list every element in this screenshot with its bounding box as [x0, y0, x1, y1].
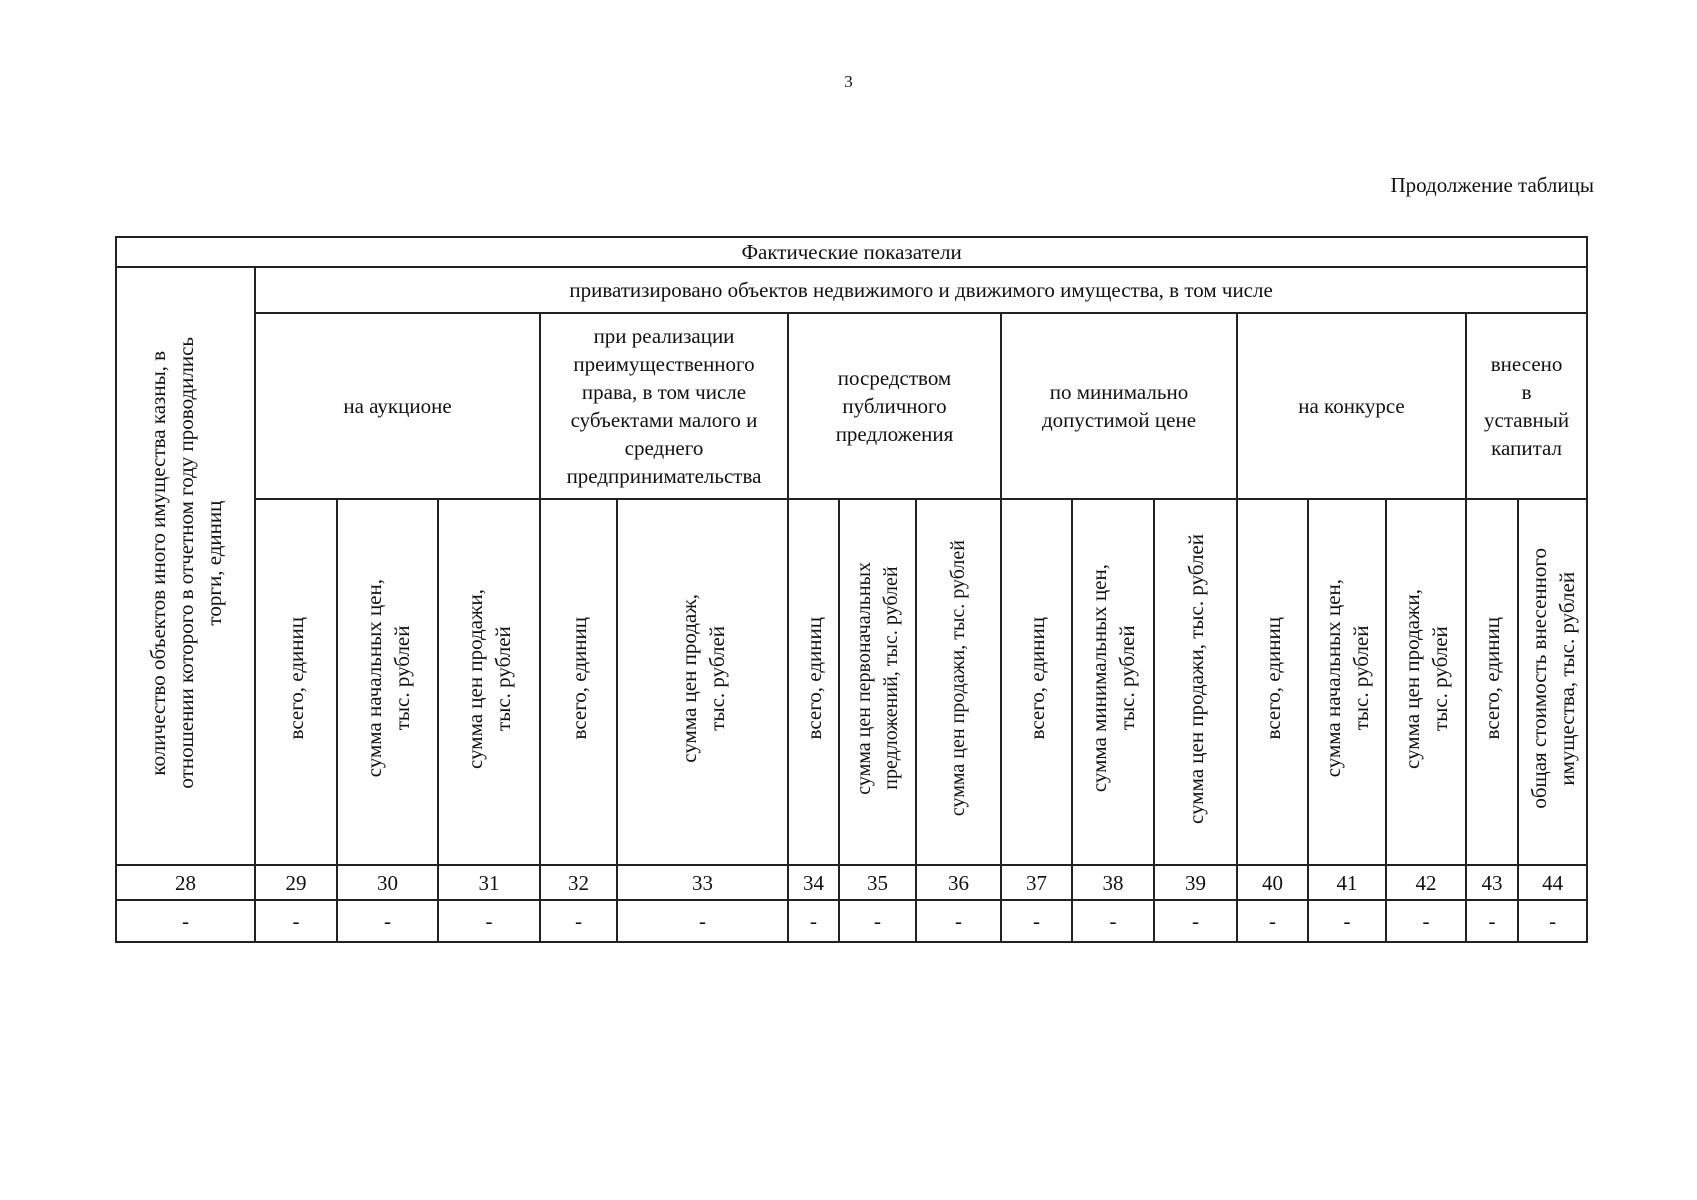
table-title: Фактические показатели [116, 237, 1587, 267]
value-cell: - [1386, 900, 1466, 942]
column-header-text: всего, единиц [1024, 617, 1049, 740]
column-header-text: всего, единиц [1260, 617, 1285, 740]
column-header [1386, 499, 1466, 865]
column-header [1466, 499, 1518, 865]
value-cell: - [916, 900, 1001, 942]
column-header-text: сумма цен продаж, тыс. рублей [676, 594, 729, 763]
value-cell: - [255, 900, 337, 942]
column-number: 37 [1001, 865, 1072, 900]
column-header-text: сумма цен продажи, тыс. рублей [463, 588, 515, 769]
group-min-price: по минимально допустимой цене [1001, 313, 1237, 499]
column-header [1072, 499, 1154, 865]
column-number: 43 [1466, 865, 1518, 900]
column-number: 41 [1308, 865, 1386, 900]
column-header [438, 499, 540, 865]
column-header [1154, 499, 1237, 865]
value-cell: - [1072, 900, 1154, 942]
value-cell: - [1237, 900, 1308, 942]
value-cell: - [337, 900, 438, 942]
value-cell: - [116, 900, 255, 942]
value-cell: - [617, 900, 788, 942]
column-number: 28 [116, 865, 255, 900]
column-header-text: сумма цен продажи, тыс. рублей [1183, 533, 1208, 824]
left-header-text: количество объектов иного имущества казны, в отношении которого в отчетном году проводились торги, единиц [145, 336, 226, 789]
column-header-text: всего, единиц [1480, 617, 1504, 740]
page-number: 3 [844, 72, 853, 91]
column-header-text: сумма минимальных цен, тыс. рублей [1087, 564, 1139, 793]
value-cell: - [438, 900, 540, 942]
group-public-offer: посредством публичного предложения [788, 313, 1001, 499]
group-charter-capital: внесено в уставный капитал [1466, 313, 1587, 499]
continuation-label: Продолжение таблицы [1390, 173, 1594, 197]
column-header [1308, 499, 1386, 865]
column-header-text: сумма цен продажи, тыс. рублей [1400, 588, 1452, 769]
column-header [255, 499, 337, 865]
column-number: 35 [839, 865, 916, 900]
column-header [540, 499, 617, 865]
column-number: 40 [1237, 865, 1308, 900]
column-header-text: сумма начальных цен, тыс. рублей [361, 579, 414, 778]
column-header-text: сумма цен продажи, тыс. рублей [947, 540, 969, 817]
column-number: 31 [438, 865, 540, 900]
column-number: 38 [1072, 865, 1154, 900]
column-header-text: общая стоимость внесенного имущества, тыс. рублей [1526, 548, 1579, 809]
indicators-table [115, 236, 1588, 943]
group-preemptive-right: при реализации преимущественного права, в том числе субъектами малого и среднего предпринимательства [540, 313, 788, 499]
value-cell: - [1466, 900, 1518, 942]
column-header [788, 499, 839, 865]
column-number: 29 [255, 865, 337, 900]
value-cell: - [1308, 900, 1386, 942]
column-number: 34 [788, 865, 839, 900]
column-header-text: всего, единиц [566, 617, 591, 740]
column-header [617, 499, 788, 865]
column-header-text: сумма цен первоначальных предложений, тыс. рублей [852, 562, 902, 795]
column-number: 32 [540, 865, 617, 900]
privatized-header: приватизировано объектов недвижимого и движимого имущества, в том числе [255, 267, 1587, 313]
column-number: 30 [337, 865, 438, 900]
value-cell: - [788, 900, 839, 942]
left-header-cell [116, 267, 255, 865]
column-number: 44 [1518, 865, 1587, 900]
column-number: 42 [1386, 865, 1466, 900]
column-number: 33 [617, 865, 788, 900]
column-header-text: сумма начальных цен, тыс. рублей [1321, 579, 1373, 778]
column-numbers-row [116, 865, 1587, 900]
column-header [1518, 499, 1587, 865]
table-row [116, 900, 1587, 942]
column-header [337, 499, 438, 865]
value-cell: - [839, 900, 916, 942]
value-cell: - [1154, 900, 1237, 942]
value-cell: - [540, 900, 617, 942]
column-header [1237, 499, 1308, 865]
column-number: 36 [916, 865, 1001, 900]
column-header [1001, 499, 1072, 865]
column-header [916, 499, 1001, 865]
column-header-text: всего, единиц [801, 617, 826, 740]
column-number: 39 [1154, 865, 1237, 900]
group-competition: на конкурсе [1237, 313, 1466, 499]
value-cell: - [1001, 900, 1072, 942]
value-cell: - [1518, 900, 1587, 942]
column-header-text: всего, единиц [284, 617, 308, 740]
group-auction: на аукционе [255, 313, 540, 499]
column-header [839, 499, 916, 865]
